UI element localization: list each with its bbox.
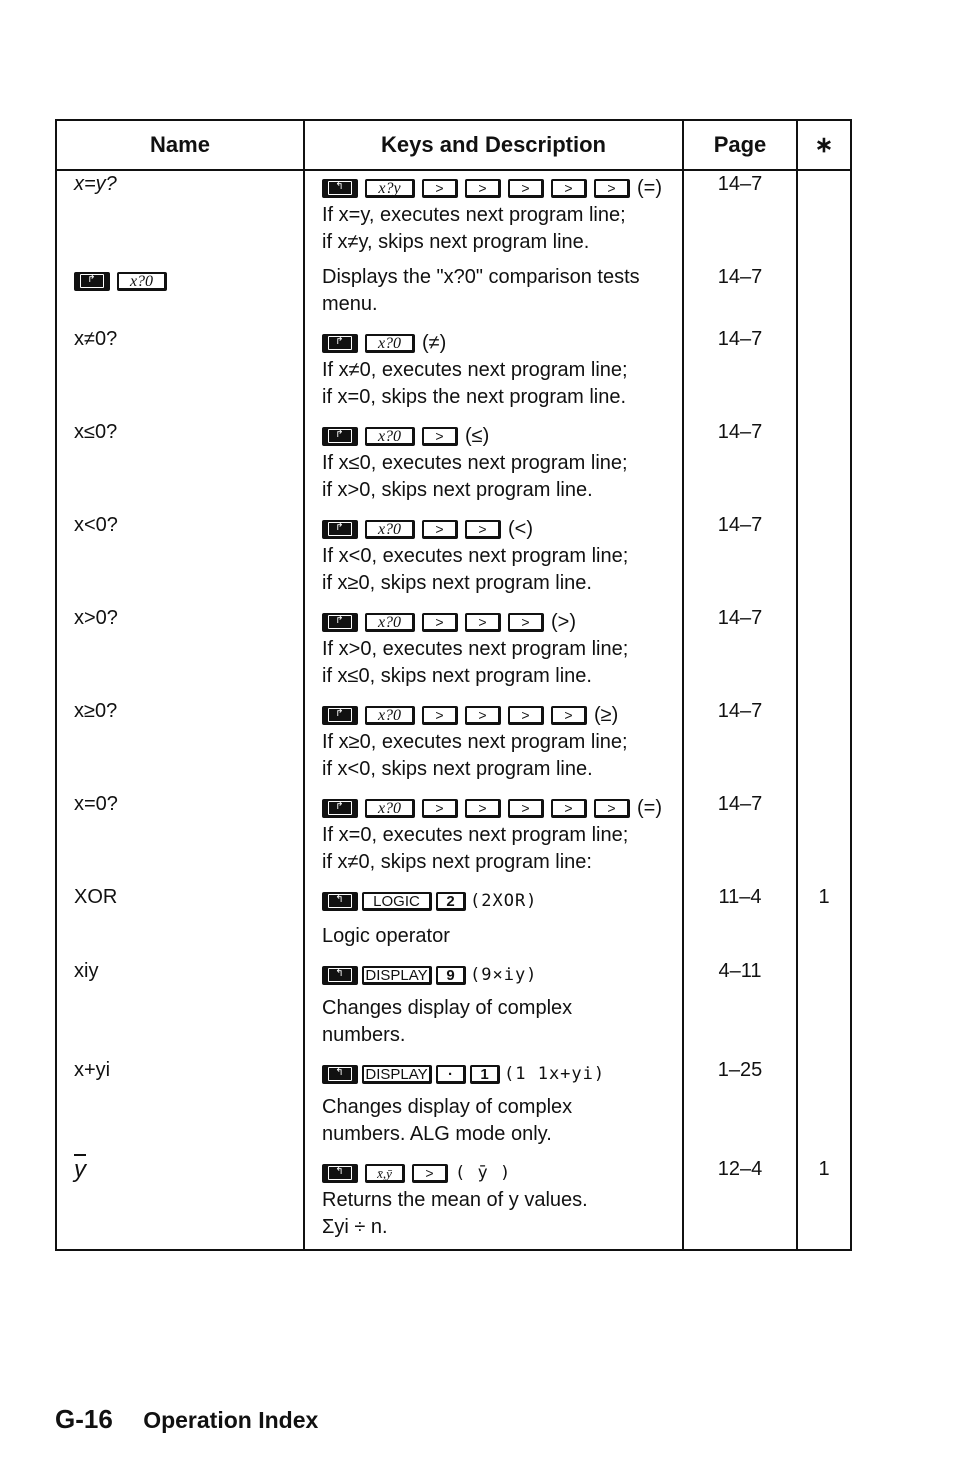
menu-result: (≥) bbox=[594, 704, 619, 726]
x-compare-0-key: x?0 bbox=[365, 427, 415, 446]
right-arrow-key: > bbox=[412, 1164, 448, 1183]
description-line: if x≠0, skips next program line: bbox=[322, 851, 592, 873]
logic-key: LOGIC bbox=[362, 892, 432, 911]
right-arrow-key: > bbox=[551, 799, 587, 818]
description-line: if x≤0, skips next program line. bbox=[322, 665, 592, 687]
right-arrow-key: > bbox=[422, 179, 458, 198]
menu-result: (=) bbox=[637, 177, 662, 199]
row-star bbox=[797, 605, 851, 698]
row-star bbox=[797, 1057, 851, 1156]
header-row bbox=[56, 120, 851, 170]
left-shift-key: ↰ bbox=[322, 1164, 358, 1183]
display-key: DISPLAY bbox=[362, 966, 432, 985]
row-name: x≠0? bbox=[56, 326, 304, 419]
description-line: if x<0, skips next program line. bbox=[322, 758, 593, 780]
key-sequence bbox=[322, 1160, 682, 1187]
description-line: if x≠y, skips next program line. bbox=[322, 231, 590, 253]
description-line: If x≠0, executes next program line; bbox=[322, 359, 628, 381]
right-arrow-key: > bbox=[465, 520, 501, 539]
right-arrow-key: > bbox=[508, 179, 544, 198]
table-row bbox=[56, 512, 851, 605]
menu-result: (2XOR) bbox=[470, 891, 538, 911]
row-page: 12–4 bbox=[683, 1156, 797, 1250]
nine-key: 9 bbox=[436, 966, 466, 985]
key-sequence bbox=[322, 702, 682, 729]
right-shift-key: ↱ bbox=[322, 799, 358, 818]
description-line: numbers. bbox=[322, 1024, 406, 1046]
menu-result: (1 1x+yi̇) bbox=[504, 1064, 606, 1084]
description-line: if x=0, skips the next program line. bbox=[322, 386, 627, 408]
table-row bbox=[56, 605, 851, 698]
row-description bbox=[304, 326, 683, 419]
right-arrow-key: > bbox=[422, 520, 458, 539]
description-line: If x≥0, executes next program line; bbox=[322, 731, 628, 753]
key-sequence bbox=[322, 888, 682, 915]
description-line: If x<0, executes next program line; bbox=[322, 545, 629, 567]
row-page: 14–7 bbox=[683, 264, 797, 326]
row-description bbox=[304, 791, 683, 884]
x-compare-0-key: x?0 bbox=[365, 799, 415, 818]
menu-result: (>) bbox=[551, 611, 576, 633]
right-arrow-key: > bbox=[422, 799, 458, 818]
right-arrow-key: > bbox=[422, 427, 458, 446]
key-sequence bbox=[322, 1061, 682, 1088]
header-page: Page bbox=[683, 120, 797, 170]
x-compare-0-key: x?0 bbox=[365, 334, 415, 353]
table-row bbox=[56, 958, 851, 1057]
right-arrow-key: > bbox=[508, 613, 544, 632]
description-line: if x>0, skips next program line. bbox=[322, 479, 593, 501]
row-description bbox=[304, 264, 683, 326]
key-sequence bbox=[322, 516, 682, 543]
right-arrow-key: > bbox=[465, 706, 501, 725]
row-star bbox=[797, 419, 851, 512]
x-compare-0-key: x?0 bbox=[365, 520, 415, 539]
menu-result: (9×i̇y) bbox=[470, 965, 538, 985]
menu-result: (≤) bbox=[465, 425, 490, 447]
row-page: 14–7 bbox=[683, 791, 797, 884]
row-star bbox=[797, 958, 851, 1057]
right-shift-key: ↱ bbox=[322, 706, 358, 725]
key-sequence bbox=[74, 268, 303, 295]
section-title: Operation Index bbox=[143, 1407, 319, 1433]
row-name: x=y? bbox=[56, 170, 304, 264]
row-star bbox=[797, 512, 851, 605]
table-row bbox=[56, 1156, 851, 1250]
row-page: 14–7 bbox=[683, 326, 797, 419]
page-number: G-16 bbox=[55, 1404, 113, 1434]
row-star bbox=[797, 698, 851, 791]
row-name: x+yi bbox=[56, 1057, 304, 1156]
description-line: If x≤0, executes next program line; bbox=[322, 452, 628, 474]
decimal-point-key: · bbox=[436, 1065, 466, 1084]
right-arrow-key: > bbox=[422, 706, 458, 725]
description-line: Σyi ÷ n. bbox=[322, 1216, 388, 1238]
row-page: 14–7 bbox=[683, 512, 797, 605]
table-row bbox=[56, 884, 851, 958]
description-line: if x≥0, skips next program line. bbox=[322, 572, 592, 594]
left-shift-key: ↰ bbox=[322, 1065, 358, 1084]
row-name: x<0? bbox=[56, 512, 304, 605]
menu-result: (<) bbox=[508, 518, 533, 540]
row-description bbox=[304, 1156, 683, 1250]
row-description bbox=[304, 170, 683, 264]
right-arrow-key: > bbox=[594, 799, 630, 818]
right-shift-key: ↱ bbox=[322, 427, 358, 446]
row-name: x≥0? bbox=[56, 698, 304, 791]
right-arrow-key: > bbox=[465, 613, 501, 632]
description-line: Displays the "x?0" comparison tests bbox=[322, 266, 640, 288]
row-description bbox=[304, 884, 683, 958]
description-line: If x=y, executes next program line; bbox=[322, 204, 626, 226]
row-page: 14–7 bbox=[683, 419, 797, 512]
row-name: x=0? bbox=[56, 791, 304, 884]
key-sequence bbox=[322, 175, 682, 202]
one-key: 1 bbox=[470, 1065, 500, 1084]
key-sequence bbox=[322, 330, 682, 357]
x-compare-y-key: x?y bbox=[365, 179, 415, 198]
row-page: 4–11 bbox=[683, 958, 797, 1057]
x-compare-0-key: x?0 bbox=[365, 706, 415, 725]
right-shift-key: ↱ bbox=[322, 334, 358, 353]
key-sequence bbox=[322, 962, 682, 989]
y-mean-symbol: $\overline{y}$ bbox=[74, 1156, 86, 1183]
right-arrow-key: > bbox=[465, 179, 501, 198]
row-page: 14–7 bbox=[683, 170, 797, 264]
row-star: 1 bbox=[797, 1156, 851, 1250]
mean-key: x̄,ȳ bbox=[365, 1164, 405, 1183]
right-shift-key: ↱ bbox=[74, 272, 110, 291]
right-arrow-key: > bbox=[551, 179, 587, 198]
header-name: Name bbox=[56, 120, 304, 170]
table-row bbox=[56, 698, 851, 791]
menu-result: ( ȳ ) bbox=[455, 1163, 512, 1183]
key-sequence bbox=[322, 795, 682, 822]
operation-index-table bbox=[55, 119, 852, 1251]
row-description bbox=[304, 1057, 683, 1156]
right-arrow-key: > bbox=[465, 799, 501, 818]
right-shift-key: ↱ bbox=[322, 613, 358, 632]
description-line: Logic operator bbox=[322, 925, 450, 947]
row-name: x>0? bbox=[56, 605, 304, 698]
key-sequence bbox=[322, 609, 682, 636]
x-compare-0-key: x?0 bbox=[117, 272, 167, 291]
description-line: Changes display of complex bbox=[322, 997, 573, 1019]
row-description bbox=[304, 605, 683, 698]
description-line: Changes display of complex bbox=[322, 1096, 573, 1118]
row-page: 14–7 bbox=[683, 605, 797, 698]
table-row bbox=[56, 264, 851, 326]
row-star bbox=[797, 791, 851, 884]
right-arrow-key: > bbox=[508, 799, 544, 818]
header-keys: Keys and Description bbox=[304, 120, 683, 170]
description-line: numbers. ALG mode only. bbox=[322, 1123, 552, 1145]
right-arrow-key: > bbox=[422, 613, 458, 632]
row-star bbox=[797, 170, 851, 264]
menu-result: (≠) bbox=[422, 332, 447, 354]
right-arrow-key: > bbox=[508, 706, 544, 725]
two-key: 2 bbox=[436, 892, 466, 911]
row-star bbox=[797, 326, 851, 419]
row-name bbox=[56, 1156, 304, 1250]
right-shift-key: ↱ bbox=[322, 520, 358, 539]
left-shift-key: ↰ bbox=[322, 966, 358, 985]
row-name: XOR bbox=[56, 884, 304, 958]
row-description bbox=[304, 419, 683, 512]
row-description bbox=[304, 512, 683, 605]
description-line: If x>0, executes next program line; bbox=[322, 638, 629, 660]
left-shift-key: ↰ bbox=[322, 892, 358, 911]
x-compare-0-key: x?0 bbox=[365, 613, 415, 632]
table-row bbox=[56, 326, 851, 419]
display-key: DISPLAY bbox=[362, 1065, 432, 1084]
row-star: 1 bbox=[797, 884, 851, 958]
table-row bbox=[56, 791, 851, 884]
table-row bbox=[56, 1057, 851, 1156]
row-page: 11–4 bbox=[683, 884, 797, 958]
key-sequence bbox=[322, 423, 682, 450]
row-description bbox=[304, 698, 683, 791]
row-description bbox=[304, 958, 683, 1057]
table-row bbox=[56, 419, 851, 512]
right-arrow-key: > bbox=[594, 179, 630, 198]
page-footer bbox=[55, 1404, 318, 1435]
row-page: 14–7 bbox=[683, 698, 797, 791]
row-name bbox=[56, 264, 304, 326]
row-star bbox=[797, 264, 851, 326]
menu-result: (=) bbox=[637, 797, 662, 819]
table-row bbox=[56, 170, 851, 264]
description-line: If x=0, executes next program line; bbox=[322, 824, 629, 846]
left-shift-key: ↰ bbox=[322, 179, 358, 198]
row-name: xiy bbox=[56, 958, 304, 1057]
right-arrow-key: > bbox=[551, 706, 587, 725]
row-name: x≤0? bbox=[56, 419, 304, 512]
description-line: menu. bbox=[322, 293, 378, 315]
header-star: ∗ bbox=[797, 120, 851, 170]
row-page: 1–25 bbox=[683, 1057, 797, 1156]
description-line: Returns the mean of y values. bbox=[322, 1189, 588, 1211]
